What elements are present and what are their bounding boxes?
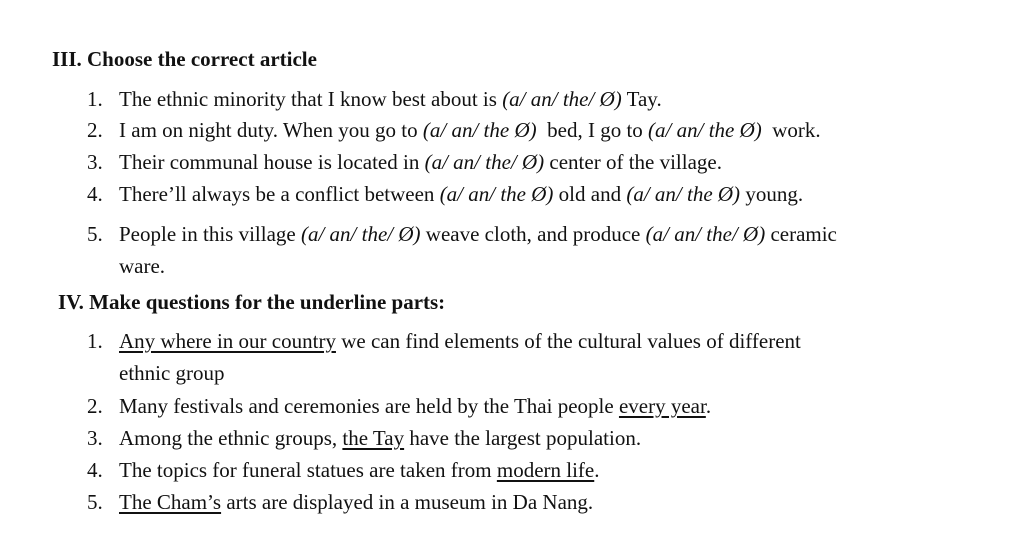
text-segment: Their communal house is located in [119,150,425,174]
text-segment: work. [761,118,821,142]
text-segment: . [705,394,712,418]
text-segment: ceramic [765,222,837,246]
item-text [119,458,600,482]
article-options: (a/ an/ the/ Ø) [300,222,421,246]
item-number: 1. [87,329,103,353]
section-3-title: III. Choose the correct article [52,47,317,71]
item-text [119,118,821,142]
item-text [119,222,837,246]
article-options: (a/ an/ the Ø) [422,118,537,142]
text-segment: Tay. [621,87,662,111]
article-options: (a/ an/ the Ø) [439,182,554,206]
item-number: 5. [87,222,103,246]
article-options: (a/ an/ the/ Ø) [502,87,622,111]
underlined-part: The Cham’s [119,490,222,514]
text-segment: young. [740,182,804,206]
item-number: 4. [87,458,103,482]
article-options: (a/ an/ the Ø) [626,182,741,206]
text-segment: Many festivals and ceremonies are held by the Thai people [119,394,619,418]
text-segment: I am on night duty. When you go to [119,118,423,142]
item-text [119,329,801,353]
text-segment: arts are displayed in a museum in Da Nang. [221,490,594,514]
text-segment: bed, I go to [536,118,649,142]
section-4-title: IV. Make questions for the underline parts: [58,290,446,314]
item-text [119,150,722,174]
item-continuation: ware. [119,254,166,278]
article-options: (a/ an/ the/ Ø) [424,150,545,174]
article-options: (a/ an/ the Ø) [648,118,762,142]
underlined-part: every year [618,394,706,418]
text-segment: People in this village [119,222,301,246]
text-segment: . [594,458,600,482]
item-text [119,490,593,514]
item-text [119,426,641,450]
item-number: 5. [87,490,103,514]
item-number: 3. [87,150,103,174]
item-text [119,182,803,206]
text-segment: have the largest population. [404,426,642,450]
item-text [119,87,662,111]
text-segment: Among the ethnic groups, [119,426,343,450]
item-number: 1. [87,87,103,111]
text-segment: The ethnic minority that I know best about is [119,87,503,111]
underlined-part: modern life [496,458,595,482]
text-segment: weave cloth, and produce [420,222,646,246]
text-segment: old and [553,182,627,206]
text-segment: The topics for funeral statues are taken from [119,458,497,482]
item-number: 3. [87,426,103,450]
text-segment: center of the village. [544,150,722,174]
item-number: 2. [87,394,103,418]
item-continuation: ethnic group [119,361,225,385]
item-text [119,394,711,418]
text-segment: we can find elements of the cultural values of different [335,329,801,353]
article-options: (a/ an/ the/ Ø) [645,222,766,246]
underlined-part: the Tay [342,426,405,450]
underlined-part: Any where in our country [119,329,336,353]
item-number: 2. [87,118,103,142]
item-number: 4. [87,182,103,206]
text-segment: There’ll always be a conflict between [119,182,440,206]
